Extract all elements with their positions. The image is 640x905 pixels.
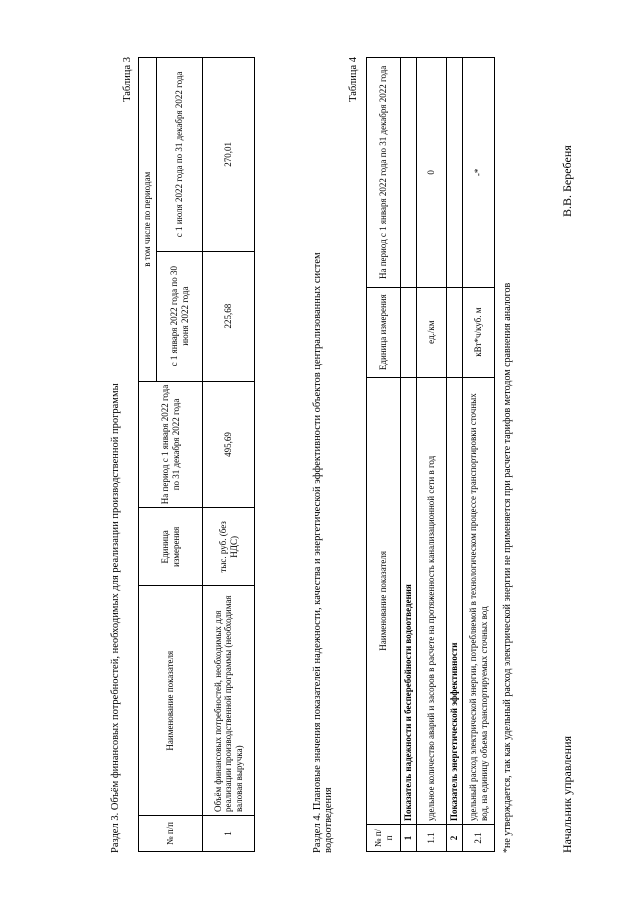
t3-header-p2: с 1 июля 2022 года по 31 декабря 2022 года <box>157 58 203 252</box>
t4-header-num: № п/п <box>367 825 401 852</box>
table-row <box>447 58 463 852</box>
t3-row1-num: 1 <box>203 816 255 852</box>
section4-title: Раздел 4. Плановые значения показателей надежности, качества и энергетической эффективности объектов централизованных систем водоотведения <box>312 252 334 853</box>
t3-row1-p1: 225,68 <box>203 251 255 381</box>
table-row <box>401 58 417 852</box>
t3-row1-p2: 270,01 <box>203 58 255 252</box>
footnote: *не утверждается, так как удельный расход электрической энергии не применяется при расчете тарифов методом сравнения аналогов <box>502 282 513 853</box>
t3-row1-total: 495,69 <box>203 381 255 508</box>
t3-row1-name: Объём финансовых потребностей, необходимых для реализации производственной программы (необходимая валовая выручка) <box>203 586 255 816</box>
table4-label: Таблица 4 <box>348 57 359 102</box>
t4-row21-value: -* <box>463 58 495 288</box>
table3-label: Таблица 3 <box>122 57 133 102</box>
t4-header-name: Наименование показателя <box>367 377 401 824</box>
t4-row21-unit: кВт*ч/куб. м <box>463 287 495 377</box>
t3-row1-unit: тыс. руб. (без НДС) <box>203 508 255 586</box>
t3-header-unit: Единица измерения <box>139 508 203 586</box>
t4-header-period: На период с 1 января 2022 года по 31 декабря 2022 года <box>367 58 401 288</box>
table-row <box>417 58 447 852</box>
t3-header-name: Наименование показателя <box>139 586 203 816</box>
signature-name: В.В. Беребеня <box>560 145 574 217</box>
t3-header-num: № п/п <box>139 816 203 852</box>
t4-group2-name: Показатель энергетической эффективности <box>447 377 463 824</box>
t4-row11-value: 0 <box>417 58 447 288</box>
t3-header-incl: в том числе по периодам <box>139 58 157 382</box>
table-row <box>203 58 255 852</box>
t4-row21-num: 2.1 <box>463 825 495 852</box>
t4-header-unit: Единица измерения <box>367 287 401 377</box>
t4-row11-unit: ед./км <box>417 287 447 377</box>
table3 <box>138 57 255 852</box>
table4 <box>366 57 495 852</box>
t4-row21-name: удельный расход электрической энергии, потребляемой в технологическом процессе транспортировки сточных вод, на единицу объема транспортируемых сточных вод <box>463 377 495 824</box>
t4-group2-num: 2 <box>447 825 463 852</box>
t3-header-p1: с 1 января 2022 года по 30 июня 2022 года <box>157 251 203 381</box>
table-row <box>463 58 495 852</box>
t4-group1-num: 1 <box>401 825 417 852</box>
t3-header-period: На период с 1 января 2022 года по 31 декабря 2022 года <box>139 381 203 508</box>
t4-group1-name: Показатель надежности и бесперебойности водоотведения <box>401 377 417 824</box>
section3-title: Раздел 3. Объём финансовых потребностей, необходимых для реализации производственной программы <box>110 383 121 853</box>
t4-row11-num: 1.1 <box>417 825 447 852</box>
signature-position: Начальник управления <box>560 735 574 853</box>
t4-row11-name: удельное количество аварий и засоров в расчете на протяженность канализационной сети в год <box>417 377 447 824</box>
